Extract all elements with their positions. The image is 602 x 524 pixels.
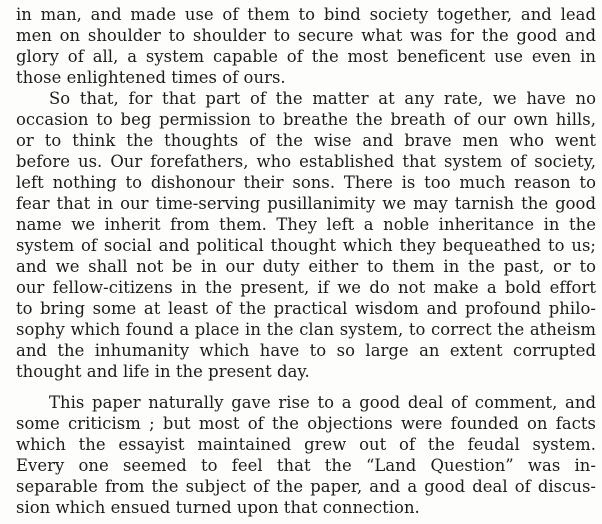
text-line: sion which ensued turned upon that connection.: [16, 498, 420, 517]
text-line: sophy which found a place in the clan system, to correct the atheism: [16, 320, 596, 339]
text-line: fear that in our time-serving pusillanimity we may tarnish the good: [16, 194, 596, 213]
text-line: thought and life in the present day.: [16, 362, 310, 381]
text-line: So that, for that part of the matter at any rate, we have no: [49, 89, 596, 108]
text-line: occasion to beg permission to breathe the breath of our own hills,: [16, 110, 596, 129]
paragraph-1: [16, 4, 596, 88]
text-line: separable from the subject of the paper, and a good deal of discus-: [16, 477, 596, 496]
text-line: This paper naturally gave rise to a good deal of comment, and: [49, 393, 596, 412]
text-line: which the essayist maintained grew out of the feudal system.: [16, 435, 596, 454]
text-line: and we shall not be in our duty either to them in the past, or to: [16, 257, 596, 276]
text-line: in man, and made use of them to bind society together, and lead: [16, 5, 596, 24]
text-line: name we inherit from them. They left a noble inheritance in the: [16, 215, 596, 234]
text-line: some criticism ; but most of the objections were founded on facts: [16, 414, 596, 433]
text-line: before us. Our forefathers, who established that system of society,: [16, 152, 596, 171]
text-line: men on shoulder to shoulder to secure what was for the good and: [16, 26, 596, 45]
paragraph-spacer: [16, 382, 596, 392]
paragraph-2: [16, 88, 596, 382]
text-line: to bring some at least of the practical wisdom and profound philo-: [16, 299, 596, 318]
text-line: left nothing to dishonour their sons. There is too much reason to: [16, 173, 596, 192]
text-line: those enlightened times of ours.: [16, 68, 286, 87]
paragraph-3: [16, 392, 596, 518]
text-line: system of social and political thought which they bequeathed to us;: [16, 236, 596, 255]
text-line: and the inhumanity which have to so large an extent corrupted: [16, 341, 596, 360]
text-line: our fellow-citizens in the present, if we do not make a bold effort: [16, 278, 596, 297]
text-line: or to think the thoughts of the wise and brave men who went: [16, 131, 596, 150]
text-line: glory of all, a system capable of the most beneficent use even in: [16, 47, 596, 66]
text-line: Every one seemed to feel that the “Land Question” was in-: [16, 456, 596, 475]
